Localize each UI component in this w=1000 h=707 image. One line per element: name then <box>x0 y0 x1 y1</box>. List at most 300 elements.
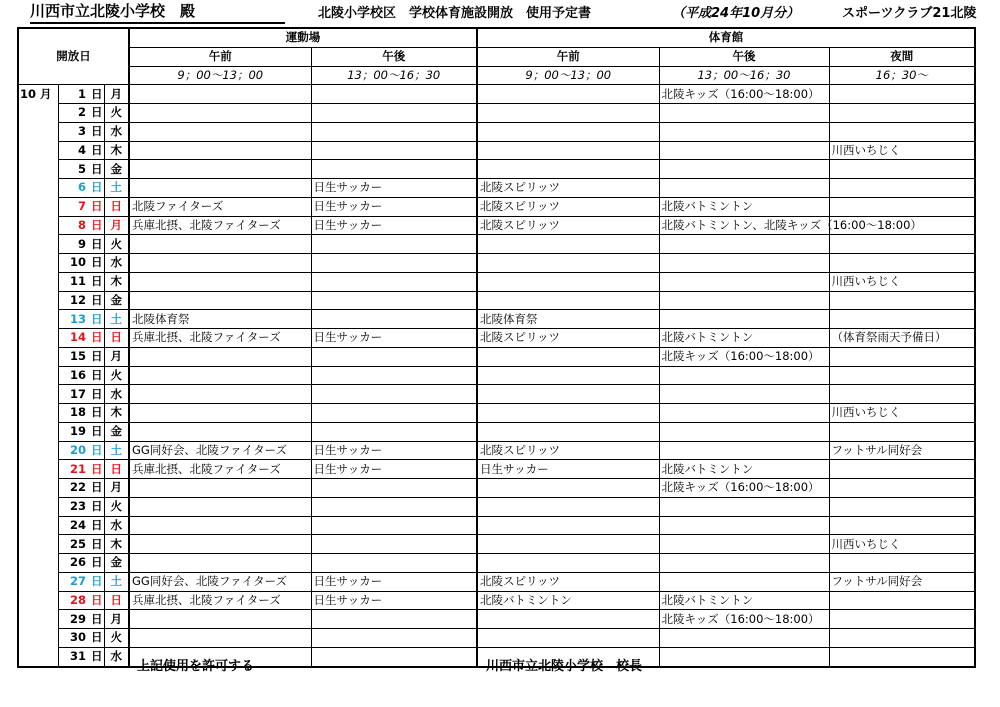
weekday: 水 <box>104 516 129 535</box>
ground-pm-cell <box>311 366 477 385</box>
ground-pm-cell: 日生サッカー <box>311 572 477 591</box>
month-cell <box>18 366 58 385</box>
gym-am-cell <box>477 497 659 516</box>
ground-am-cell <box>129 497 311 516</box>
table-row <box>18 347 975 366</box>
table-row <box>18 291 975 310</box>
month-cell <box>18 122 58 141</box>
gym-am-cell <box>477 366 659 385</box>
ground-am-cell: GG同好会、北陵ファイターズ <box>129 441 311 460</box>
table-row <box>18 516 975 535</box>
gym-pm-cell: 北陵キッズ（16:00～18:00） <box>659 85 829 104</box>
day-number: 23 <box>58 497 90 516</box>
day-number: 16 <box>58 366 90 385</box>
day-unit: 日 <box>90 535 104 554</box>
weekday: 金 <box>104 160 129 179</box>
gym-pm-cell <box>659 404 829 423</box>
day-unit: 日 <box>90 122 104 141</box>
ground-pm-cell <box>311 291 477 310</box>
day-number: 28 <box>58 591 90 610</box>
weekday: 火 <box>104 629 129 648</box>
ground-am-cell: 北陵体育祭 <box>129 310 311 329</box>
day-number: 18 <box>58 404 90 423</box>
month-cell <box>18 254 58 273</box>
gym-am-cell <box>477 385 659 404</box>
ground-am-cell <box>129 291 311 310</box>
day-number: 12 <box>58 291 90 310</box>
gym-am-cell: 北陵スピリッツ <box>477 441 659 460</box>
month-cell <box>18 197 58 216</box>
month-cell <box>18 179 58 198</box>
ground-pm-cell <box>311 85 477 104</box>
ground-pm-cell <box>311 122 477 141</box>
ground-am-cell: 兵庫北摂、北陵ファイターズ <box>129 216 311 235</box>
day-unit: 日 <box>90 254 104 273</box>
gym-am-cell <box>477 535 659 554</box>
open-day-header: 開放日 <box>18 28 129 85</box>
ground-am-cell <box>129 516 311 535</box>
ground-am-cell <box>129 554 311 573</box>
gym-night-cell <box>829 610 975 629</box>
weekday: 月 <box>104 610 129 629</box>
ground-pm-cell <box>311 254 477 273</box>
month-cell <box>18 610 58 629</box>
approval-text: 上記使用を許可する <box>137 659 255 674</box>
month-cell <box>18 591 58 610</box>
ground-pm-time: 13；00～16；30 <box>311 66 477 85</box>
day-unit: 日 <box>90 385 104 404</box>
month-cell <box>18 516 58 535</box>
ground-am-cell <box>129 160 311 179</box>
ground-pm-cell <box>311 647 477 666</box>
gym-pm-cell <box>659 272 829 291</box>
weekday: 火 <box>104 497 129 516</box>
gym-am-cell <box>477 422 659 441</box>
gym-pm-cell <box>659 254 829 273</box>
recipient: 川西市立北陵小学校 殿 <box>30 0 285 24</box>
gym-pm-cell <box>659 104 829 123</box>
gym-am-cell <box>477 235 659 254</box>
day-unit: 日 <box>90 441 104 460</box>
ground-pm-cell: 日生サッカー <box>311 441 477 460</box>
gym-pm-cell: 北陵キッズ（16:00～18:00） <box>659 347 829 366</box>
table-row <box>18 535 975 554</box>
day-number: 2 <box>58 104 90 123</box>
day-unit: 日 <box>90 591 104 610</box>
gym-am-cell <box>477 272 659 291</box>
day-number: 19 <box>58 422 90 441</box>
gym-night-cell <box>829 291 975 310</box>
gym-night-cell <box>829 197 975 216</box>
weekday: 水 <box>104 385 129 404</box>
gym-pm-cell <box>659 647 829 666</box>
day-number: 11 <box>58 272 90 291</box>
table-row <box>18 572 975 591</box>
table-row <box>18 179 975 198</box>
day-number: 5 <box>58 160 90 179</box>
gym-am-cell: 北陵スピリッツ <box>477 179 659 198</box>
gym-am-cell <box>477 629 659 648</box>
gym-pm-cell <box>659 497 829 516</box>
gym-pm-cell <box>659 160 829 179</box>
ground-pm-cell <box>311 310 477 329</box>
ground-am-cell <box>129 404 311 423</box>
table-row <box>18 404 975 423</box>
day-number: 1 <box>58 85 90 104</box>
gym-pm-cell <box>659 535 829 554</box>
day-unit: 日 <box>90 272 104 291</box>
table-row <box>18 310 975 329</box>
ground-am-header: 午前 <box>129 47 311 66</box>
weekday: 日 <box>104 460 129 479</box>
month-cell <box>18 404 58 423</box>
gym-night-cell <box>829 460 975 479</box>
month-cell <box>18 291 58 310</box>
gym-night-cell <box>829 254 975 273</box>
ground-pm-cell: 日生サッカー <box>311 460 477 479</box>
ground-am-cell <box>129 141 311 160</box>
day-unit: 日 <box>90 104 104 123</box>
month-cell <box>18 535 58 554</box>
schedule-table <box>17 27 976 668</box>
gym-am-cell <box>477 554 659 573</box>
ground-am-cell <box>129 254 311 273</box>
ground-pm-cell <box>311 104 477 123</box>
gym-am-time: 9；00～13；00 <box>477 66 659 85</box>
day-number: 27 <box>58 572 90 591</box>
gym-am-cell <box>477 122 659 141</box>
table-row <box>18 591 975 610</box>
ground-am-cell: 兵庫北摂、北陵ファイターズ <box>129 460 311 479</box>
ground-pm-cell <box>311 385 477 404</box>
gym-pm-time: 13；00～16；30 <box>659 66 829 85</box>
weekday: 木 <box>104 535 129 554</box>
table-row <box>18 122 975 141</box>
gym-am-cell <box>477 254 659 273</box>
table-row <box>18 141 975 160</box>
day-unit: 日 <box>90 422 104 441</box>
gym-night-cell <box>829 85 975 104</box>
day-unit: 日 <box>90 366 104 385</box>
month-cell <box>18 572 58 591</box>
weekday: 月 <box>104 479 129 498</box>
gym-pm-cell: 北陵バトミントン <box>659 329 829 348</box>
gym-am-cell: 北陵スピリッツ <box>477 572 659 591</box>
day-number: 17 <box>58 385 90 404</box>
day-number: 25 <box>58 535 90 554</box>
month-cell <box>18 272 58 291</box>
weekday: 日 <box>104 591 129 610</box>
day-number: 29 <box>58 610 90 629</box>
gym-pm-cell: 北陵バトミントン、北陵キッズ（16:00～18:00） <box>659 216 829 235</box>
day-number: 8 <box>58 216 90 235</box>
month-cell <box>18 460 58 479</box>
ground-pm-cell <box>311 422 477 441</box>
day-number: 20 <box>58 441 90 460</box>
gym-pm-cell <box>659 572 829 591</box>
ground-pm-cell <box>311 535 477 554</box>
month-label: 10 月 <box>18 85 58 104</box>
gym-night-cell <box>829 554 975 573</box>
table-row <box>18 460 975 479</box>
day-unit: 日 <box>90 554 104 573</box>
table-row <box>18 385 975 404</box>
weekday: 木 <box>104 272 129 291</box>
day-unit: 日 <box>90 497 104 516</box>
gym-pm-cell: 北陵バトミントン <box>659 460 829 479</box>
month-cell <box>18 422 58 441</box>
ground-pm-cell: 日生サッカー <box>311 179 477 198</box>
day-number: 26 <box>58 554 90 573</box>
gym-night-cell <box>829 179 975 198</box>
ground-am-cell: 北陵ファイターズ <box>129 197 311 216</box>
ground-pm-cell <box>311 160 477 179</box>
gym-pm-header: 午後 <box>659 47 829 66</box>
gym-pm-cell <box>659 291 829 310</box>
day-unit: 日 <box>90 347 104 366</box>
weekday: 水 <box>104 647 129 666</box>
table-row <box>18 629 975 648</box>
month-cell <box>18 647 58 666</box>
table-row <box>18 197 975 216</box>
day-unit: 日 <box>90 647 104 666</box>
weekday: 金 <box>104 554 129 573</box>
month-cell <box>18 329 58 348</box>
month-cell <box>18 479 58 498</box>
gym-am-cell: 北陵スピリッツ <box>477 216 659 235</box>
gym-header: 体育館 <box>477 28 975 47</box>
ground-pm-cell <box>311 554 477 573</box>
gym-night-cell: 川西いちじく <box>829 272 975 291</box>
day-number: 13 <box>58 310 90 329</box>
gym-am-cell <box>477 479 659 498</box>
ground-pm-cell <box>311 141 477 160</box>
weekday: 木 <box>104 141 129 160</box>
gym-pm-cell <box>659 629 829 648</box>
ground-pm-cell <box>311 272 477 291</box>
gym-am-cell: 日生サッカー <box>477 460 659 479</box>
table-row <box>18 610 975 629</box>
ground-am-cell <box>129 535 311 554</box>
table-row <box>18 366 975 385</box>
gym-night-cell: 川西いちじく <box>829 404 975 423</box>
ground-am-cell <box>129 235 311 254</box>
gym-night-cell <box>829 647 975 666</box>
day-number: 4 <box>58 141 90 160</box>
gym-pm-cell <box>659 122 829 141</box>
day-number: 15 <box>58 347 90 366</box>
weekday: 土 <box>104 572 129 591</box>
gym-night-cell <box>829 310 975 329</box>
gym-night-cell <box>829 629 975 648</box>
gym-night-cell <box>829 104 975 123</box>
ground-am-cell: GG同好会、北陵ファイターズ <box>129 572 311 591</box>
gym-night-cell <box>829 516 975 535</box>
table-row <box>18 329 975 348</box>
ground-pm-cell <box>311 610 477 629</box>
ground-pm-cell: 日生サッカー <box>311 197 477 216</box>
weekday: 金 <box>104 291 129 310</box>
ground-header: 運動場 <box>129 28 477 47</box>
gym-am-cell <box>477 85 659 104</box>
day-number: 22 <box>58 479 90 498</box>
table-row <box>18 254 975 273</box>
gym-night-time: 16；30～ <box>829 66 975 85</box>
table-row <box>18 422 975 441</box>
day-unit: 日 <box>90 629 104 648</box>
ground-am-cell <box>129 422 311 441</box>
weekday: 月 <box>104 347 129 366</box>
day-number: 9 <box>58 235 90 254</box>
table-row <box>18 160 975 179</box>
day-unit: 日 <box>90 404 104 423</box>
gym-am-cell <box>477 104 659 123</box>
month-cell <box>18 216 58 235</box>
weekday: 日 <box>104 197 129 216</box>
gym-pm-cell <box>659 422 829 441</box>
day-number: 31 <box>58 647 90 666</box>
gym-pm-cell: 北陵キッズ（16:00～18:00） <box>659 610 829 629</box>
ground-pm-cell <box>311 516 477 535</box>
table-row <box>18 441 975 460</box>
ground-am-cell <box>129 366 311 385</box>
weekday: 土 <box>104 310 129 329</box>
ground-am-cell <box>129 347 311 366</box>
ground-am-cell <box>129 629 311 648</box>
day-number: 30 <box>58 629 90 648</box>
ground-pm-header: 午後 <box>311 47 477 66</box>
weekday: 月 <box>104 85 129 104</box>
weekday: 月 <box>104 216 129 235</box>
ground-am-cell: 兵庫北摂、北陵ファイターズ <box>129 329 311 348</box>
ground-pm-cell <box>311 347 477 366</box>
organization-name: スポーツクラブ21北陵 <box>842 6 977 21</box>
month-cell <box>18 235 58 254</box>
gym-pm-cell: 北陵キッズ（16:00～18:00） <box>659 479 829 498</box>
ground-am-cell <box>129 179 311 198</box>
month-cell <box>18 347 58 366</box>
gym-night-cell <box>829 385 975 404</box>
ground-am-cell <box>129 104 311 123</box>
day-number: 6 <box>58 179 90 198</box>
day-unit: 日 <box>90 179 104 198</box>
day-unit: 日 <box>90 141 104 160</box>
day-unit: 日 <box>90 85 104 104</box>
gym-pm-cell <box>659 235 829 254</box>
ground-pm-cell <box>311 629 477 648</box>
weekday: 火 <box>104 104 129 123</box>
gym-night-cell: フットサル同好会 <box>829 572 975 591</box>
table-row <box>18 104 975 123</box>
gym-pm-cell: 北陵バトミントン <box>659 197 829 216</box>
weekday: 土 <box>104 179 129 198</box>
month-cell <box>18 554 58 573</box>
gym-night-cell <box>829 160 975 179</box>
period-label: （平成24年10月分） <box>672 6 800 21</box>
signatory-text: 川西市立北陵小学校 校長 <box>486 659 643 674</box>
weekday: 木 <box>104 404 129 423</box>
day-unit: 日 <box>90 235 104 254</box>
gym-night-cell <box>829 347 975 366</box>
gym-night-cell <box>829 366 975 385</box>
day-number: 10 <box>58 254 90 273</box>
ground-am-cell <box>129 122 311 141</box>
weekday: 日 <box>104 329 129 348</box>
gym-am-cell <box>477 404 659 423</box>
gym-am-cell: 北陵スピリッツ <box>477 197 659 216</box>
month-cell <box>18 629 58 648</box>
ground-am-cell: 兵庫北摂、北陵ファイターズ <box>129 591 311 610</box>
gym-pm-cell <box>659 441 829 460</box>
day-number: 14 <box>58 329 90 348</box>
weekday: 水 <box>104 122 129 141</box>
gym-night-cell <box>829 591 975 610</box>
day-unit: 日 <box>90 310 104 329</box>
ground-pm-cell <box>311 497 477 516</box>
table-row <box>18 479 975 498</box>
table-row <box>18 554 975 573</box>
gym-pm-cell <box>659 516 829 535</box>
table-row <box>18 216 975 235</box>
day-unit: 日 <box>90 291 104 310</box>
month-cell <box>18 385 58 404</box>
gym-am-cell <box>477 160 659 179</box>
gym-pm-cell <box>659 179 829 198</box>
month-cell <box>18 497 58 516</box>
table-row <box>18 272 975 291</box>
gym-night-cell <box>829 422 975 441</box>
day-unit: 日 <box>90 160 104 179</box>
ground-am-cell <box>129 85 311 104</box>
gym-am-cell <box>477 141 659 160</box>
gym-pm-cell <box>659 385 829 404</box>
day-number: 3 <box>58 122 90 141</box>
month-cell <box>18 141 58 160</box>
table-row <box>18 235 975 254</box>
gym-night-cell: （体育祭雨天予備日） <box>829 329 975 348</box>
weekday: 土 <box>104 441 129 460</box>
month-cell <box>18 441 58 460</box>
ground-am-cell <box>129 610 311 629</box>
weekday: 水 <box>104 254 129 273</box>
document-title: 北陵小学校区 学校体育施設開放 使用予定書 <box>318 6 592 21</box>
weekday: 金 <box>104 422 129 441</box>
month-cell <box>18 160 58 179</box>
gym-night-cell: 川西いちじく <box>829 141 975 160</box>
table-row <box>18 497 975 516</box>
gym-night-cell: 川西いちじく <box>829 535 975 554</box>
ground-pm-cell <box>311 404 477 423</box>
ground-pm-cell <box>311 479 477 498</box>
day-unit: 日 <box>90 479 104 498</box>
gym-pm-cell <box>659 141 829 160</box>
ground-pm-cell: 日生サッカー <box>311 216 477 235</box>
gym-am-cell <box>477 291 659 310</box>
gym-am-cell: 北陵体育祭 <box>477 310 659 329</box>
month-cell <box>18 310 58 329</box>
gym-night-cell <box>829 122 975 141</box>
day-number: 7 <box>58 197 90 216</box>
gym-pm-cell <box>659 310 829 329</box>
day-unit: 日 <box>90 329 104 348</box>
month-cell <box>18 104 58 123</box>
gym-pm-cell: 北陵バトミントン <box>659 591 829 610</box>
table-row <box>18 85 975 104</box>
gym-pm-cell <box>659 554 829 573</box>
gym-am-header: 午前 <box>477 47 659 66</box>
gym-am-cell <box>477 610 659 629</box>
day-unit: 日 <box>90 216 104 235</box>
